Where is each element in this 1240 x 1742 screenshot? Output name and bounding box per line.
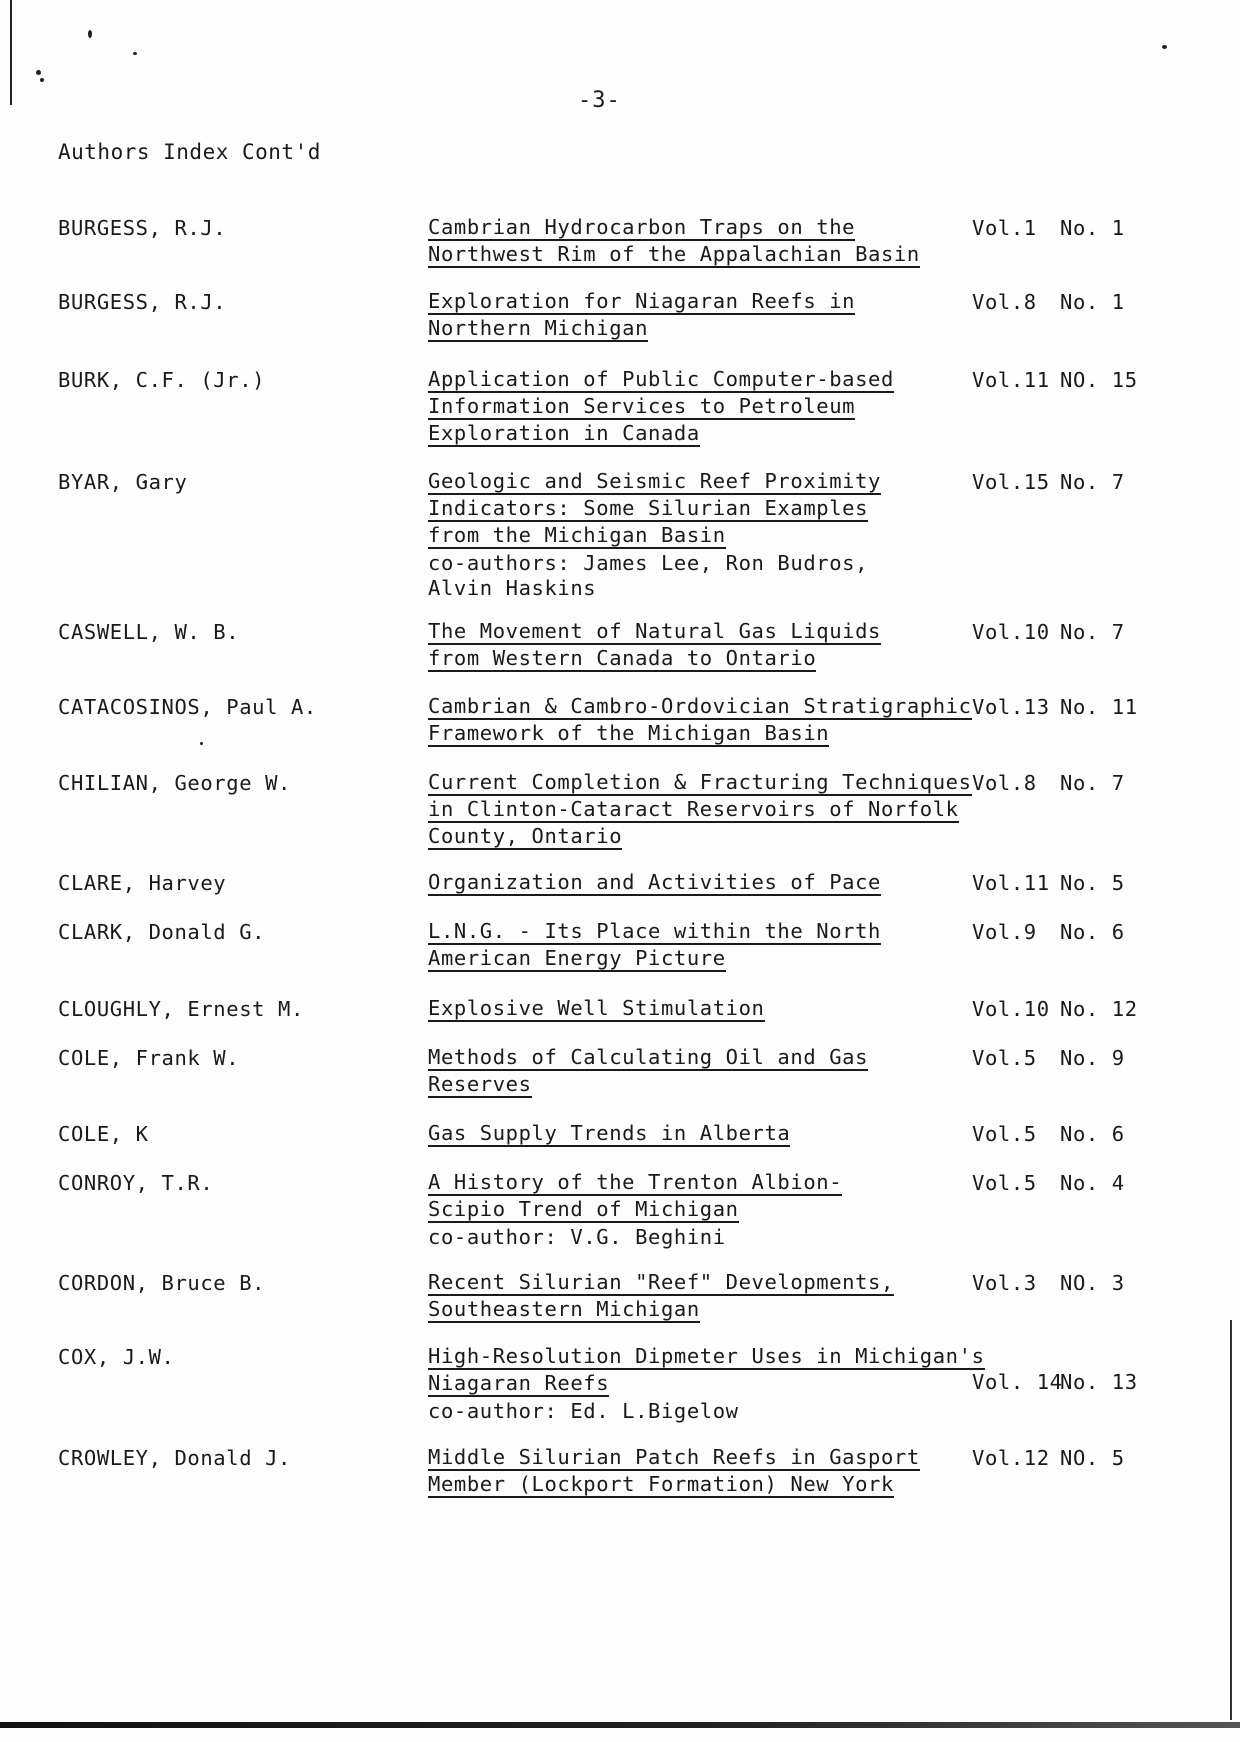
entry-volume [972, 695, 1138, 749]
entry-no: No. 4 [1060, 1171, 1125, 1195]
entry-title-line: Indicators: Some Silurian Examples [428, 496, 869, 520]
entry-title [428, 771, 972, 852]
index-entry [58, 1046, 1125, 1100]
entry-title-line: Scipio Trend of Michigan [428, 1197, 739, 1221]
index-entry [58, 871, 1125, 898]
entry-no: No. 11 [1060, 695, 1138, 719]
scan-speck [36, 70, 41, 75]
entry-title-line: Niagaran Reefs [428, 1371, 610, 1395]
entry-title [428, 1171, 972, 1250]
entry-coauthor-line: Alvin Haskins [428, 576, 597, 600]
page-heading: Authors Index Cont'd [58, 140, 321, 164]
entry-vol: Vol.9 [972, 920, 1037, 944]
scan-speck [40, 78, 44, 82]
index-entry [58, 620, 1125, 674]
entry-vol: Vol.1 [972, 216, 1037, 240]
entry-vol: Vol.10 [972, 997, 1050, 1021]
entry-vol: Vol.13 [972, 695, 1050, 719]
entry-author: BURK, C.F. (Jr.) [58, 368, 266, 392]
entry-title-line: Member (Lockport Formation) New York [428, 1472, 894, 1496]
entry-title [428, 1344, 985, 1424]
scan-edge-right [1230, 1320, 1232, 1720]
entry-title-line: Recent Silurian "Reef" Developments, [428, 1270, 894, 1294]
entry-title [428, 997, 972, 1024]
entry-author: COLE, Frank W. [58, 1046, 240, 1070]
page-number: -3- [578, 88, 621, 113]
entry-title-line: The Movement of Natural Gas Liquids [428, 619, 881, 643]
entry-title-line: Southeastern Michigan [428, 1297, 700, 1321]
entry-no: NO. 15 [1060, 368, 1138, 392]
entry-title [428, 216, 972, 270]
entry-author: CROWLEY, Donald J. [58, 1446, 291, 1470]
index-entry [58, 1122, 1125, 1149]
index-entry [58, 920, 1125, 974]
entry-author: COX, J.W. [58, 1345, 175, 1369]
scan-edge-bottom [0, 1722, 1240, 1728]
entry-volume [972, 290, 1125, 344]
entry-title [428, 620, 972, 674]
entry-title-line: Framework of the Michigan Basin [428, 721, 830, 745]
entry-no: No. 13 [1060, 1370, 1138, 1394]
scan-edge-left [10, 0, 12, 105]
entry-title-line: American Energy Picture [428, 946, 726, 970]
entry-author: CASWELL, W. B. [58, 620, 240, 644]
entry-vol: Vol.11 [972, 871, 1050, 895]
entry-title [428, 1122, 972, 1149]
index-entry [58, 290, 1125, 344]
entry-no: No. 7 [1060, 470, 1125, 494]
entry-title-line: Gas Supply Trends in Alberta [428, 1121, 791, 1145]
entry-title-line: Middle Silurian Patch Reefs in Gasport [428, 1445, 920, 1469]
entry-title-line: Information Services to Petroleum [428, 394, 856, 418]
entry-title-line: County, Ontario [428, 824, 623, 848]
entry-title [428, 1271, 972, 1325]
index-entry [58, 771, 1125, 852]
entry-title-line: High-Resolution Dipmeter Uses in Michigan's [428, 1344, 985, 1368]
entry-title-line: Geologic and Seismic Reef Proximity [428, 469, 881, 493]
entry-volume [972, 1122, 1125, 1149]
entry-coauthor-line: co-author: Ed. L.Bigelow [428, 1399, 739, 1423]
entry-title-line: L.N.G. - Its Place within the North [428, 919, 881, 943]
entry-coauthor-line: co-author: V.G. Beghini [428, 1225, 726, 1249]
entry-title-line: Northwest Rim of the Appalachian Basin [428, 242, 920, 266]
entry-title-line: in Clinton-Cataract Reservoirs of Norfolk [428, 797, 959, 821]
entry-title-line: Northern Michigan [428, 316, 649, 340]
entry-volume [972, 1046, 1125, 1100]
entry-title [428, 695, 972, 749]
entry-volume [972, 920, 1125, 974]
entry-title-line: Methods of Calculating Oil and Gas [428, 1045, 869, 1069]
entry-no: NO. 5 [1060, 1446, 1125, 1470]
entry-title-line: Cambrian Hydrocarbon Traps on the [428, 215, 856, 239]
entry-no: No. 9 [1060, 1046, 1125, 1070]
entry-title-line: from the Michigan Basin [428, 523, 726, 547]
entry-volume [972, 1271, 1125, 1325]
entry-no: No. 12 [1060, 997, 1138, 1021]
entry-coauthor-line: co-authors: James Lee, Ron Budros, [428, 551, 869, 575]
entry-no: No. 6 [1060, 1122, 1125, 1146]
scan-speck [133, 52, 137, 55]
entry-vol: Vol.5 [972, 1171, 1037, 1195]
entry-volume [972, 216, 1125, 270]
entry-vol: Vol.11 [972, 368, 1050, 392]
entry-author: COLE, K [58, 1122, 149, 1146]
entry-author: CLARK, Donald G. [58, 920, 266, 944]
entry-no: No. 6 [1060, 920, 1125, 944]
entry-volume [972, 1171, 1125, 1250]
entry-vol: Vol. 14 [972, 1370, 1063, 1394]
entry-volume [972, 620, 1125, 674]
index-entry [58, 695, 1138, 749]
entry-title [428, 871, 972, 898]
index-entry [58, 1171, 1125, 1250]
entry-author: CORDON, Bruce B. [58, 1271, 266, 1295]
entry-title-line: Exploration for Niagaran Reefs in [428, 289, 856, 313]
entry-title [428, 290, 972, 344]
entry-title-line: Application of Public Computer-based [428, 367, 894, 391]
entry-no: NO. 3 [1060, 1271, 1125, 1295]
entry-vol: Vol.5 [972, 1046, 1037, 1070]
entry-author: CONROY, T.R. [58, 1171, 214, 1195]
entry-title-line: A History of the Trenton Albion- [428, 1170, 843, 1194]
entry-no: No. 7 [1060, 771, 1125, 795]
entry-volume [972, 470, 1125, 601]
entry-no: No. 7 [1060, 620, 1125, 644]
entry-vol: Vol.12 [972, 1446, 1050, 1470]
entry-title-line: Exploration in Canada [428, 421, 700, 445]
entry-vol: Vol.15 [972, 470, 1050, 494]
entry-author: CHILIAN, George W. [58, 771, 291, 795]
entry-author: BURGESS, R.J. [58, 290, 227, 314]
scan-speck [88, 30, 92, 38]
entry-author: BYAR, Gary [58, 470, 188, 494]
entry-title-line: Organization and Activities of Pace [428, 870, 881, 894]
entry-volume [972, 997, 1138, 1024]
entry-vol: Vol.8 [972, 290, 1037, 314]
entry-title [428, 920, 972, 974]
entry-no: No. 1 [1060, 216, 1125, 240]
index-entry [58, 216, 1125, 270]
entry-title-line: Current Completion & Fracturing Techniques [428, 770, 972, 794]
index-entry [58, 1345, 1138, 1424]
index-entry [58, 997, 1138, 1024]
entry-vol: Vol.5 [972, 1122, 1037, 1146]
entry-vol: Vol.8 [972, 771, 1037, 795]
index-entry [58, 470, 1125, 601]
entry-volume [972, 368, 1138, 449]
entry-title-line: Cambrian & Cambro-Ordovician Stratigraphic [428, 694, 972, 718]
entry-author: CLOUGHLY, Ernest M. [58, 997, 304, 1021]
index-entry [58, 1271, 1125, 1325]
entry-no: No. 1 [1060, 290, 1125, 314]
entry-author: BURGESS, R.J. [58, 216, 227, 240]
index-entry [58, 1446, 1125, 1500]
entry-author: CATACOSINOS, Paul A. [58, 695, 317, 719]
entry-volume [972, 1345, 1138, 1424]
entry-title-line: Explosive Well Stimulation [428, 996, 765, 1020]
scan-speck [1162, 45, 1167, 49]
entry-title-line: from Western Canada to Ontario [428, 646, 817, 670]
entry-author: CLARE, Harvey [58, 871, 227, 895]
entry-no: No. 5 [1060, 871, 1125, 895]
entry-vol: Vol.10 [972, 620, 1050, 644]
entry-vol: Vol.3 [972, 1271, 1037, 1295]
entry-volume [972, 771, 1125, 852]
entry-volume [972, 871, 1125, 898]
entry-title [428, 368, 972, 449]
entry-title [428, 470, 972, 601]
entry-volume [972, 1446, 1125, 1500]
entry-title [428, 1046, 972, 1100]
entry-title-line: Reserves [428, 1072, 532, 1096]
index-entry [58, 368, 1138, 449]
entry-title [428, 1446, 972, 1500]
